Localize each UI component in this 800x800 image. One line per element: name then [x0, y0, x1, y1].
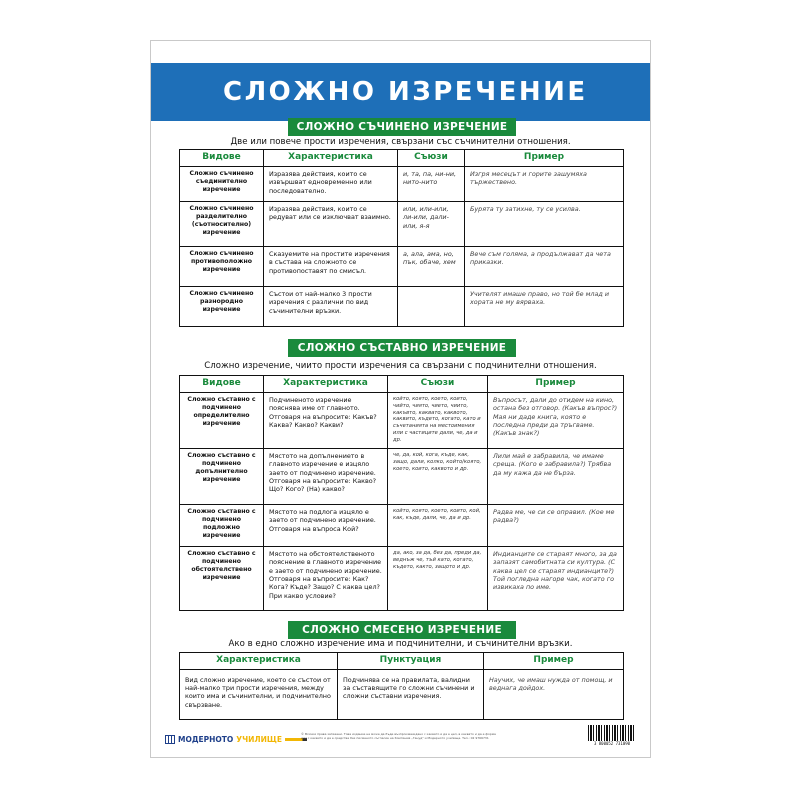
example-cell: Бурята ту затихне, ту се усилва. [465, 202, 624, 247]
mixed-section-description: Ако в едно сложно изречение има и подчинителни, и съчинителни връзки. [228, 639, 573, 649]
header-example: Пример [465, 150, 624, 167]
punctuation-cell: Подчинява се на правилата, валидни за съставящите го сложни съчинени и сложни съставни изречения. [338, 669, 484, 719]
table-row [180, 669, 624, 719]
subordinate-section-heading: СЛОЖНО СЪСТАВНО ИЗРЕЧЕНИЕ [288, 339, 516, 357]
conjunctions-cell: че, да, кой, кога, къде, как, защо, дали, колко, който/която, което, които, каквото и др. [388, 449, 488, 505]
header-conjunctions: Съюзи [388, 376, 488, 393]
kind-cell: Сложно съставно с подчинено допълнително изречение [180, 449, 264, 505]
coordinate-section-description: Две или повече прости изречения, свързани със съчинителни отношения. [230, 137, 571, 147]
table-header-row [180, 150, 624, 167]
conjunctions-cell [398, 287, 465, 327]
subordinate-section-description: Сложно изречение, чиито прости изречения са свързани с подчинителни отношения. [204, 361, 597, 371]
logo-accent-text: УЧИЛИЩЕ [236, 734, 282, 744]
table-row [180, 547, 624, 611]
example-cell: Въпросът, дали до отидем на кино, остана без отговор. (Какъв въпрос?) Мая ни даде книга, която е последна преди да тръгваме. (Какъв знак?) [488, 393, 624, 449]
header-characteristic: Характеристика [264, 376, 388, 393]
coordinate-table [179, 149, 624, 327]
kind-cell: Сложно съчинено разделително (съотносително) изречение [180, 202, 264, 247]
table-header-row [180, 376, 624, 393]
table-row [180, 167, 624, 202]
kind-cell: Сложно съставно с подчинено подложно изречение [180, 505, 264, 547]
kind-cell: Сложно съчинено съединително изречение [180, 167, 264, 202]
example-cell: Вече съм голяма, а продължават да чета приказки. [465, 247, 624, 287]
characteristic-cell: Изразява действия, които се редуват или се изключват взаимно. [264, 202, 398, 247]
example-cell: Индианците се стараят много, за да запазят самобитната си култура. (С каква цел се стараят индианците?) Той погледна нагоре чак, когато го извикаха по име. [488, 547, 624, 611]
conjunctions-cell: а, ала, ама, но, пък, обаче, хем [398, 247, 465, 287]
example-cell: Лили май е забравила, че имаме среща. (Кого е забравила?) Трябва да му кажа да не бърза. [488, 449, 624, 505]
header-characteristic: Характеристика [180, 653, 338, 670]
header-characteristic: Характеристика [264, 150, 398, 167]
mixed-table [179, 652, 624, 720]
coordinate-section-heading: СЛОЖНО СЪЧИНЕНО ИЗРЕЧЕНИЕ [288, 118, 516, 136]
barcode-number: 3 800052 731090 [593, 741, 631, 746]
characteristic-cell: Мястото на допълнението в главното изречение е изцяло заето от подчинено изречение. Отговаря на въпросите: Какво? Що? Кого? (На) какво? [264, 449, 388, 505]
logo-main-text: МОДЕРНОТО [178, 734, 234, 744]
table-row [180, 247, 624, 287]
subordinate-table [179, 375, 624, 611]
characteristic-cell: Вид сложно изречение, което се състои от най-малко три прости изречения, между които има и съчинителни, и подчинително свързване. [180, 669, 338, 719]
table-row [180, 449, 624, 505]
characteristic-cell: Изразява действия, които се извършват едновременно или последователно. [264, 167, 398, 202]
characteristic-cell: Състои от най-малко 3 прости изречения с различни по вид съчинителни връзки. [264, 287, 398, 327]
header-punctuation: Пунктуация [338, 653, 484, 670]
characteristic-cell: Мястото на обстоятелственото пояснение в главното изречение е заето от подчинено изречение. Отговаря на въпросите: Как? Кога? Къде? Защо? С каква цел? При какво условие? [264, 547, 388, 611]
conjunctions-cell: или, или-или, ли-или, дали-или, я-я [398, 202, 465, 247]
barcode-icon [588, 725, 636, 741]
copyright-text: © Всички права запазени. Това издание не може да бъде възпроизвеждано с каквато и да е цел, в каквато и да е форма или с каквито и да е средства без писменото съгласие на Компания „Гануд" и Модерното училище. Тел.: 02 9766731 [301, 732, 496, 740]
kind-cell: Сложно съчинено разнородно изречение [180, 287, 264, 327]
logo-mark-icon [165, 735, 175, 744]
header-example: Пример [484, 653, 624, 670]
conjunctions-cell: който, която, което, които, чийто, чиято, чието, чиито, какъвто, каквато, каквото, каквито, където, когато, като и съчетанията на местоимения или с частиците дали, че, да и др. [388, 393, 488, 449]
kind-cell: Сложно съставно с подчинено обстоятелствено изречение [180, 547, 264, 611]
table-row [180, 393, 624, 449]
example-cell: Изгря месецът и горите зашумяха тържествено. [465, 167, 624, 202]
page-title: СЛОЖНО ИЗРЕЧЕНИЕ [151, 63, 650, 121]
publisher-logo [165, 733, 307, 745]
conjunctions-cell: който, която, което, които, кой, как, къде, дали, че, да и др. [388, 505, 488, 547]
example-cell: Научих, че имаш нужда от помощ, и веднага дойдох. [484, 669, 624, 719]
barcode [588, 725, 636, 747]
conjunctions-cell: и, та, па, ни-ни, нито-нито [398, 167, 465, 202]
kind-cell: Сложно съчинено противоположно изречение [180, 247, 264, 287]
mixed-section-heading: СЛОЖНО СМЕСЕНО ИЗРЕЧЕНИЕ [288, 621, 516, 639]
characteristic-cell: Сказуемите на простите изречения в състава на сложното се противопоставят по смисъл. [264, 247, 398, 287]
characteristic-cell: Мястото на подлога изцяло е заето от подчинено изречение. Отговаря на въпроса Кой? [264, 505, 388, 547]
header-conjunctions: Съюзи [398, 150, 465, 167]
table-header-row [180, 653, 624, 670]
header-kinds: Видове [180, 376, 264, 393]
header-kinds: Видове [180, 150, 264, 167]
table-row [180, 505, 624, 547]
example-cell: Учителят имаше право, но той бе млад и хората не му вярваха. [465, 287, 624, 327]
table-row [180, 202, 624, 247]
table-row [180, 287, 624, 327]
poster [150, 40, 651, 758]
conjunctions-cell: да, ако, за да, без да, преди да, веднъж че, тъй като, когато, където, както, защото и др. [388, 547, 488, 611]
header-example: Пример [488, 376, 624, 393]
example-cell: Радва ме, че си се оправил. (Кое ме радва?) [488, 505, 624, 547]
characteristic-cell: Подчиненото изречение пояснява име от главното. Отговаря на въпросите: Какъв? Каква? Какво? Какви? [264, 393, 388, 449]
kind-cell: Сложно съставно с подчинено определително изречение [180, 393, 264, 449]
